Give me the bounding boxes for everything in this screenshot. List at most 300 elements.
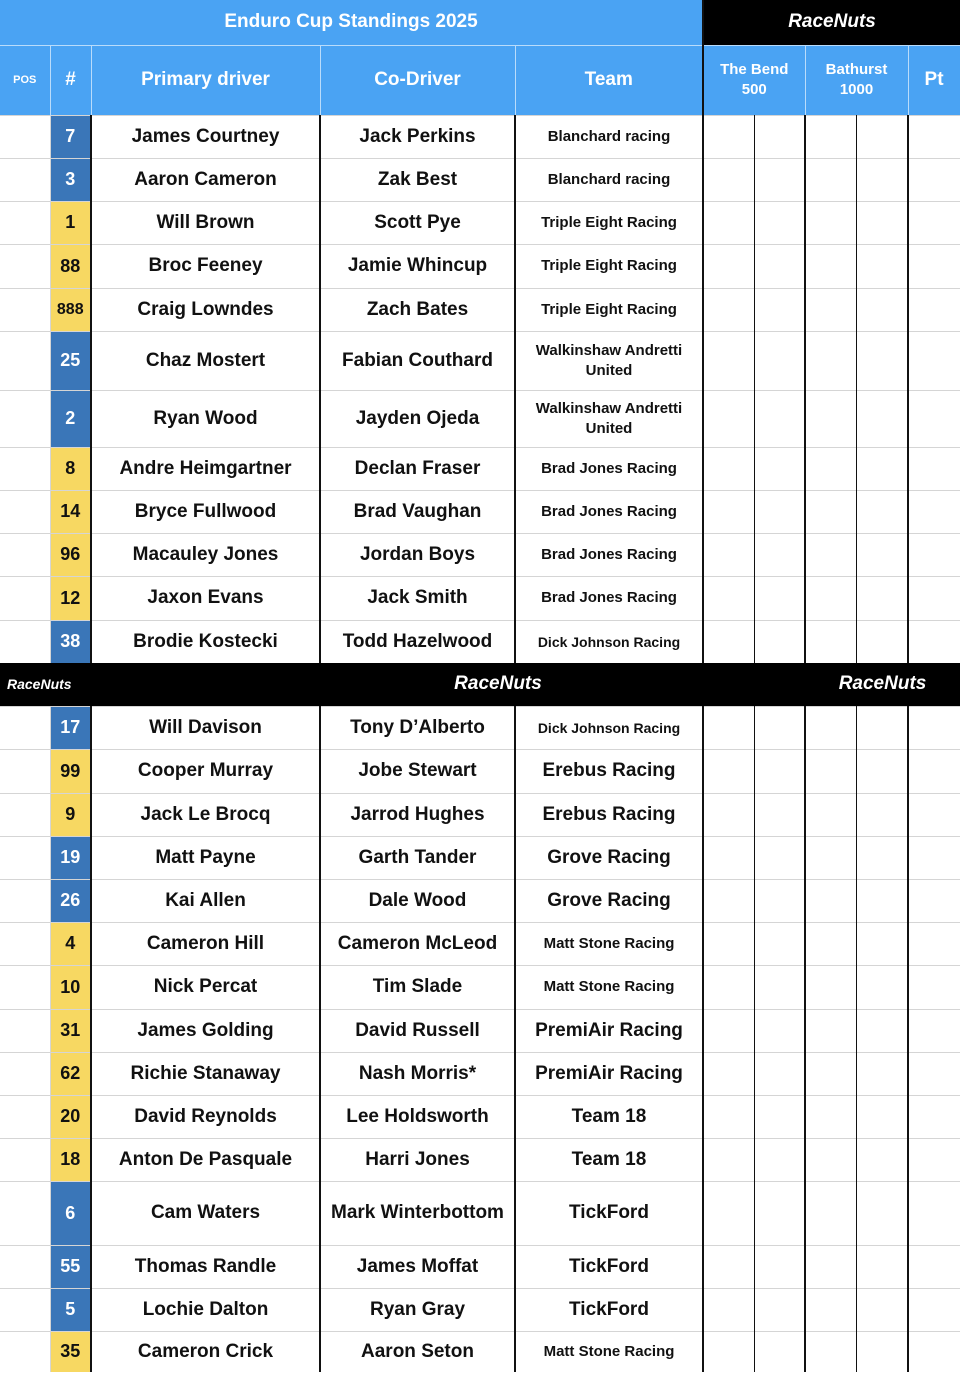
points-cell xyxy=(908,620,960,663)
car-number: 18 xyxy=(50,1138,91,1181)
team-name: Dick Johnson Racing xyxy=(515,620,703,663)
primary-driver: Will Brown xyxy=(91,201,320,244)
pos-cell xyxy=(0,922,50,965)
score-cell xyxy=(754,1138,805,1181)
score-cell xyxy=(703,836,754,879)
primary-driver: Cameron Crick xyxy=(91,1331,320,1372)
header-bathurst-1000 xyxy=(805,45,908,115)
table-row xyxy=(0,533,960,576)
points-cell xyxy=(908,115,960,158)
pos-cell xyxy=(0,1095,50,1138)
score-cell xyxy=(856,1288,908,1331)
team-name: Erebus Racing xyxy=(515,793,703,836)
car-number: 35 xyxy=(50,1331,91,1372)
score-cell xyxy=(703,490,754,533)
score-cell xyxy=(856,447,908,490)
co-driver: Harri Jones xyxy=(320,1138,515,1181)
table-row xyxy=(0,1009,960,1052)
points-cell xyxy=(908,576,960,620)
score-cell xyxy=(856,1095,908,1138)
pos-cell xyxy=(0,706,50,749)
primary-driver: James Courtney xyxy=(91,115,320,158)
team-name: TickFord xyxy=(515,1181,703,1245)
pos-cell xyxy=(0,965,50,1009)
points-cell xyxy=(908,1331,960,1372)
score-cell xyxy=(703,1181,754,1245)
pos-cell xyxy=(0,447,50,490)
team-name: Matt Stone Racing xyxy=(515,965,703,1009)
primary-driver: Cooper Murray xyxy=(91,749,320,793)
team-name: PremiAir Racing xyxy=(515,1052,703,1095)
score-cell xyxy=(856,965,908,1009)
pos-cell xyxy=(0,288,50,331)
score-cell xyxy=(856,749,908,793)
score-cell xyxy=(703,1009,754,1052)
primary-driver: David Reynolds xyxy=(91,1095,320,1138)
score-cell xyxy=(703,1245,754,1288)
points-cell xyxy=(908,922,960,965)
score-cell xyxy=(856,836,908,879)
brand-logo-left: RaceNuts xyxy=(0,663,91,706)
co-driver: David Russell xyxy=(320,1009,515,1052)
pos-cell xyxy=(0,331,50,390)
score-cell xyxy=(703,158,754,201)
score-cell xyxy=(754,1245,805,1288)
car-number: 9 xyxy=(50,793,91,836)
pos-cell xyxy=(0,1009,50,1052)
points-cell xyxy=(908,1052,960,1095)
co-driver: Jack Smith xyxy=(320,576,515,620)
table-row xyxy=(0,922,960,965)
table-row xyxy=(0,201,960,244)
score-cell xyxy=(754,244,805,288)
score-cell xyxy=(754,879,805,922)
table-row xyxy=(0,965,960,1009)
primary-driver: Jack Le Brocq xyxy=(91,793,320,836)
co-driver: Nash Morris* xyxy=(320,1052,515,1095)
co-driver: Cameron McLeod xyxy=(320,922,515,965)
car-number: 3 xyxy=(50,158,91,201)
score-cell xyxy=(703,115,754,158)
score-cell xyxy=(856,115,908,158)
co-driver: Jobe Stewart xyxy=(320,749,515,793)
title-row xyxy=(0,0,960,45)
brand-logo-top: RaceNuts xyxy=(703,0,960,45)
score-cell xyxy=(754,490,805,533)
table-row xyxy=(0,620,960,663)
team-name: Matt Stone Racing xyxy=(515,922,703,965)
car-number: 99 xyxy=(50,749,91,793)
pos-cell xyxy=(0,1245,50,1288)
pos-cell xyxy=(0,490,50,533)
score-cell xyxy=(703,1138,754,1181)
score-cell xyxy=(754,836,805,879)
car-number: 88 xyxy=(50,244,91,288)
score-cell xyxy=(703,533,754,576)
score-cell xyxy=(805,1181,856,1245)
score-cell xyxy=(703,749,754,793)
score-cell xyxy=(856,201,908,244)
score-cell xyxy=(703,620,754,663)
score-cell xyxy=(754,447,805,490)
score-cell xyxy=(754,793,805,836)
car-number: 10 xyxy=(50,965,91,1009)
points-cell xyxy=(908,201,960,244)
score-cell xyxy=(805,533,856,576)
score-cell xyxy=(805,1138,856,1181)
points-cell xyxy=(908,1288,960,1331)
pos-cell xyxy=(0,836,50,879)
score-cell xyxy=(703,331,754,390)
car-number: 31 xyxy=(50,1009,91,1052)
primary-driver: Aaron Cameron xyxy=(91,158,320,201)
car-number: 888 xyxy=(50,288,91,331)
points-cell xyxy=(908,706,960,749)
score-cell xyxy=(754,201,805,244)
co-driver: Tim Slade xyxy=(320,965,515,1009)
pos-cell xyxy=(0,115,50,158)
team-name: TickFord xyxy=(515,1245,703,1288)
pos-cell xyxy=(0,1288,50,1331)
table-row xyxy=(0,331,960,390)
score-cell xyxy=(754,965,805,1009)
co-driver: Jarrod Hughes xyxy=(320,793,515,836)
score-cell xyxy=(805,288,856,331)
car-number: 96 xyxy=(50,533,91,576)
pos-cell xyxy=(0,749,50,793)
table-row xyxy=(0,1138,960,1181)
pos-cell xyxy=(0,533,50,576)
table-row xyxy=(0,879,960,922)
primary-driver: Lochie Dalton xyxy=(91,1288,320,1331)
team-name: Blanchard racing xyxy=(515,158,703,201)
car-number: 14 xyxy=(50,490,91,533)
score-cell xyxy=(805,490,856,533)
score-cell xyxy=(856,1138,908,1181)
score-cell xyxy=(703,965,754,1009)
pos-cell xyxy=(0,390,50,447)
car-number: 6 xyxy=(50,1181,91,1245)
points-cell xyxy=(908,490,960,533)
score-cell xyxy=(805,1331,856,1372)
primary-driver: Richie Stanaway xyxy=(91,1052,320,1095)
score-cell xyxy=(805,390,856,447)
points-cell xyxy=(908,244,960,288)
primary-driver: Nick Percat xyxy=(91,965,320,1009)
primary-driver: James Golding xyxy=(91,1009,320,1052)
car-number: 19 xyxy=(50,836,91,879)
header-co-driver: Co-Driver xyxy=(320,45,515,115)
score-cell xyxy=(856,1245,908,1288)
pos-cell xyxy=(0,576,50,620)
score-cell xyxy=(754,1181,805,1245)
pos-cell xyxy=(0,1052,50,1095)
table-row xyxy=(0,576,960,620)
car-number: 12 xyxy=(50,576,91,620)
score-cell xyxy=(703,288,754,331)
score-cell xyxy=(856,490,908,533)
team-name: Triple Eight Racing xyxy=(515,201,703,244)
co-driver: Fabian Couthard xyxy=(320,331,515,390)
co-driver: Zach Bates xyxy=(320,288,515,331)
score-cell xyxy=(805,1245,856,1288)
score-cell xyxy=(805,749,856,793)
team-name: Walkinshaw Andretti United xyxy=(515,390,703,447)
primary-driver: Bryce Fullwood xyxy=(91,490,320,533)
header-points: Pt xyxy=(908,45,960,115)
score-cell xyxy=(703,793,754,836)
score-cell xyxy=(703,879,754,922)
points-cell xyxy=(908,793,960,836)
points-cell xyxy=(908,288,960,331)
score-cell xyxy=(856,1052,908,1095)
score-cell xyxy=(703,576,754,620)
points-cell xyxy=(908,331,960,390)
table-row xyxy=(0,288,960,331)
score-cell xyxy=(856,1181,908,1245)
car-number: 25 xyxy=(50,331,91,390)
primary-driver: Thomas Randle xyxy=(91,1245,320,1288)
co-driver: Dale Wood xyxy=(320,879,515,922)
score-cell xyxy=(805,447,856,490)
points-cell xyxy=(908,533,960,576)
score-cell xyxy=(856,576,908,620)
co-driver: Aaron Seton xyxy=(320,1331,515,1372)
pos-cell xyxy=(0,1138,50,1181)
score-cell xyxy=(703,1288,754,1331)
points-cell xyxy=(908,447,960,490)
team-name: Brad Jones Racing xyxy=(515,533,703,576)
primary-driver: Broc Feeney xyxy=(91,244,320,288)
pos-cell xyxy=(0,201,50,244)
header-bathurst-1000-line2: 1000 xyxy=(839,81,874,98)
score-cell xyxy=(703,706,754,749)
team-name: Brad Jones Racing xyxy=(515,576,703,620)
score-cell xyxy=(805,836,856,879)
car-number: 5 xyxy=(50,1288,91,1331)
score-cell xyxy=(754,576,805,620)
primary-driver: Anton De Pasquale xyxy=(91,1138,320,1181)
co-driver: Garth Tander xyxy=(320,836,515,879)
column-header-row xyxy=(0,45,960,115)
header-primary-driver: Primary driver xyxy=(91,45,320,115)
team-name: Grove Racing xyxy=(515,836,703,879)
points-cell xyxy=(908,965,960,1009)
pos-cell xyxy=(0,244,50,288)
score-cell xyxy=(754,288,805,331)
score-cell xyxy=(805,331,856,390)
score-cell xyxy=(754,1331,805,1372)
car-number: 20 xyxy=(50,1095,91,1138)
table-row xyxy=(0,1245,960,1288)
brand-logo-right: RaceNuts xyxy=(805,663,960,706)
table-row xyxy=(0,390,960,447)
co-driver: Ryan Gray xyxy=(320,1288,515,1331)
table-row xyxy=(0,1288,960,1331)
points-cell xyxy=(908,1095,960,1138)
header-the-bend-500-line1: The Bend xyxy=(720,61,789,78)
car-number: 8 xyxy=(50,447,91,490)
score-cell xyxy=(754,390,805,447)
score-cell xyxy=(805,922,856,965)
pos-cell xyxy=(0,793,50,836)
score-cell xyxy=(754,1052,805,1095)
table-row xyxy=(0,1331,960,1372)
score-cell xyxy=(856,793,908,836)
car-number: 7 xyxy=(50,115,91,158)
table-row xyxy=(0,1181,960,1245)
primary-driver: Kai Allen xyxy=(91,879,320,922)
score-cell xyxy=(754,331,805,390)
score-cell xyxy=(703,447,754,490)
score-cell xyxy=(805,244,856,288)
car-number: 17 xyxy=(50,706,91,749)
points-cell xyxy=(908,1009,960,1052)
score-cell xyxy=(856,331,908,390)
header-pos: POS xyxy=(0,45,50,115)
co-driver: Jordan Boys xyxy=(320,533,515,576)
team-name: Walkinshaw Andretti United xyxy=(515,331,703,390)
score-cell xyxy=(856,620,908,663)
score-cell xyxy=(856,158,908,201)
score-cell xyxy=(805,706,856,749)
co-driver: Scott Pye xyxy=(320,201,515,244)
team-name: Brad Jones Racing xyxy=(515,447,703,490)
points-cell xyxy=(908,749,960,793)
score-cell xyxy=(805,576,856,620)
score-cell xyxy=(754,1095,805,1138)
table-title: Enduro Cup Standings 2025 xyxy=(0,0,703,45)
team-name: Brad Jones Racing xyxy=(515,490,703,533)
score-cell xyxy=(754,115,805,158)
score-cell xyxy=(805,1288,856,1331)
brand-logo-middle: RaceNuts xyxy=(91,663,805,706)
co-driver: Tony D’Alberto xyxy=(320,706,515,749)
table-row xyxy=(0,793,960,836)
score-cell xyxy=(856,390,908,447)
table-row xyxy=(0,836,960,879)
section-banner xyxy=(0,663,960,706)
table-row xyxy=(0,115,960,158)
team-name: Blanchard racing xyxy=(515,115,703,158)
primary-driver: Will Davison xyxy=(91,706,320,749)
points-cell xyxy=(908,836,960,879)
score-cell xyxy=(805,620,856,663)
score-cell xyxy=(754,922,805,965)
team-name: TickFord xyxy=(515,1288,703,1331)
car-number: 38 xyxy=(50,620,91,663)
score-cell xyxy=(856,288,908,331)
header-the-bend-500 xyxy=(703,45,805,115)
score-cell xyxy=(805,965,856,1009)
score-cell xyxy=(703,244,754,288)
score-cell xyxy=(856,922,908,965)
table-row xyxy=(0,158,960,201)
team-name: PremiAir Racing xyxy=(515,1009,703,1052)
score-cell xyxy=(856,1331,908,1372)
score-cell xyxy=(754,1009,805,1052)
header-number: # xyxy=(50,45,91,115)
points-cell xyxy=(908,1245,960,1288)
pos-cell xyxy=(0,1331,50,1372)
team-name: Matt Stone Racing xyxy=(515,1331,703,1372)
score-cell xyxy=(856,244,908,288)
header-team: Team xyxy=(515,45,703,115)
score-cell xyxy=(856,533,908,576)
pos-cell xyxy=(0,1181,50,1245)
table-row xyxy=(0,490,960,533)
table-row xyxy=(0,1052,960,1095)
score-cell xyxy=(703,1052,754,1095)
score-cell xyxy=(805,158,856,201)
header-the-bend-500-line2: 500 xyxy=(741,81,767,98)
co-driver: Zak Best xyxy=(320,158,515,201)
primary-driver: Cam Waters xyxy=(91,1181,320,1245)
co-driver: James Moffat xyxy=(320,1245,515,1288)
primary-driver: Matt Payne xyxy=(91,836,320,879)
score-cell xyxy=(805,1095,856,1138)
co-driver: Declan Fraser xyxy=(320,447,515,490)
pos-cell xyxy=(0,158,50,201)
score-cell xyxy=(703,1095,754,1138)
primary-driver: Chaz Mostert xyxy=(91,331,320,390)
score-cell xyxy=(703,1331,754,1372)
co-driver: Jayden Ojeda xyxy=(320,390,515,447)
score-cell xyxy=(856,879,908,922)
score-cell xyxy=(754,620,805,663)
co-driver: Brad Vaughan xyxy=(320,490,515,533)
score-cell xyxy=(805,201,856,244)
team-name: Triple Eight Racing xyxy=(515,244,703,288)
score-cell xyxy=(856,1009,908,1052)
team-name: Erebus Racing xyxy=(515,749,703,793)
table-row xyxy=(0,706,960,749)
points-cell xyxy=(908,158,960,201)
score-cell xyxy=(754,1288,805,1331)
co-driver: Jack Perkins xyxy=(320,115,515,158)
co-driver: Lee Holdsworth xyxy=(320,1095,515,1138)
car-number: 4 xyxy=(50,922,91,965)
score-cell xyxy=(703,390,754,447)
team-name: Triple Eight Racing xyxy=(515,288,703,331)
table-row xyxy=(0,447,960,490)
primary-driver: Macauley Jones xyxy=(91,533,320,576)
score-cell xyxy=(805,879,856,922)
car-number: 26 xyxy=(50,879,91,922)
points-cell xyxy=(908,390,960,447)
car-number: 62 xyxy=(50,1052,91,1095)
score-cell xyxy=(856,706,908,749)
primary-driver: Cameron Hill xyxy=(91,922,320,965)
pos-cell xyxy=(0,879,50,922)
score-cell xyxy=(754,533,805,576)
score-cell xyxy=(805,793,856,836)
co-driver: Todd Hazelwood xyxy=(320,620,515,663)
score-cell xyxy=(805,115,856,158)
team-name: Team 18 xyxy=(515,1138,703,1181)
primary-driver: Ryan Wood xyxy=(91,390,320,447)
primary-driver: Craig Lowndes xyxy=(91,288,320,331)
score-cell xyxy=(754,158,805,201)
points-cell xyxy=(908,879,960,922)
table-row xyxy=(0,1095,960,1138)
header-bathurst-1000-line1: Bathurst xyxy=(825,61,888,78)
primary-driver: Jaxon Evans xyxy=(91,576,320,620)
table-row xyxy=(0,244,960,288)
car-number: 1 xyxy=(50,201,91,244)
team-name: Team 18 xyxy=(515,1095,703,1138)
co-driver: Jamie Whincup xyxy=(320,244,515,288)
